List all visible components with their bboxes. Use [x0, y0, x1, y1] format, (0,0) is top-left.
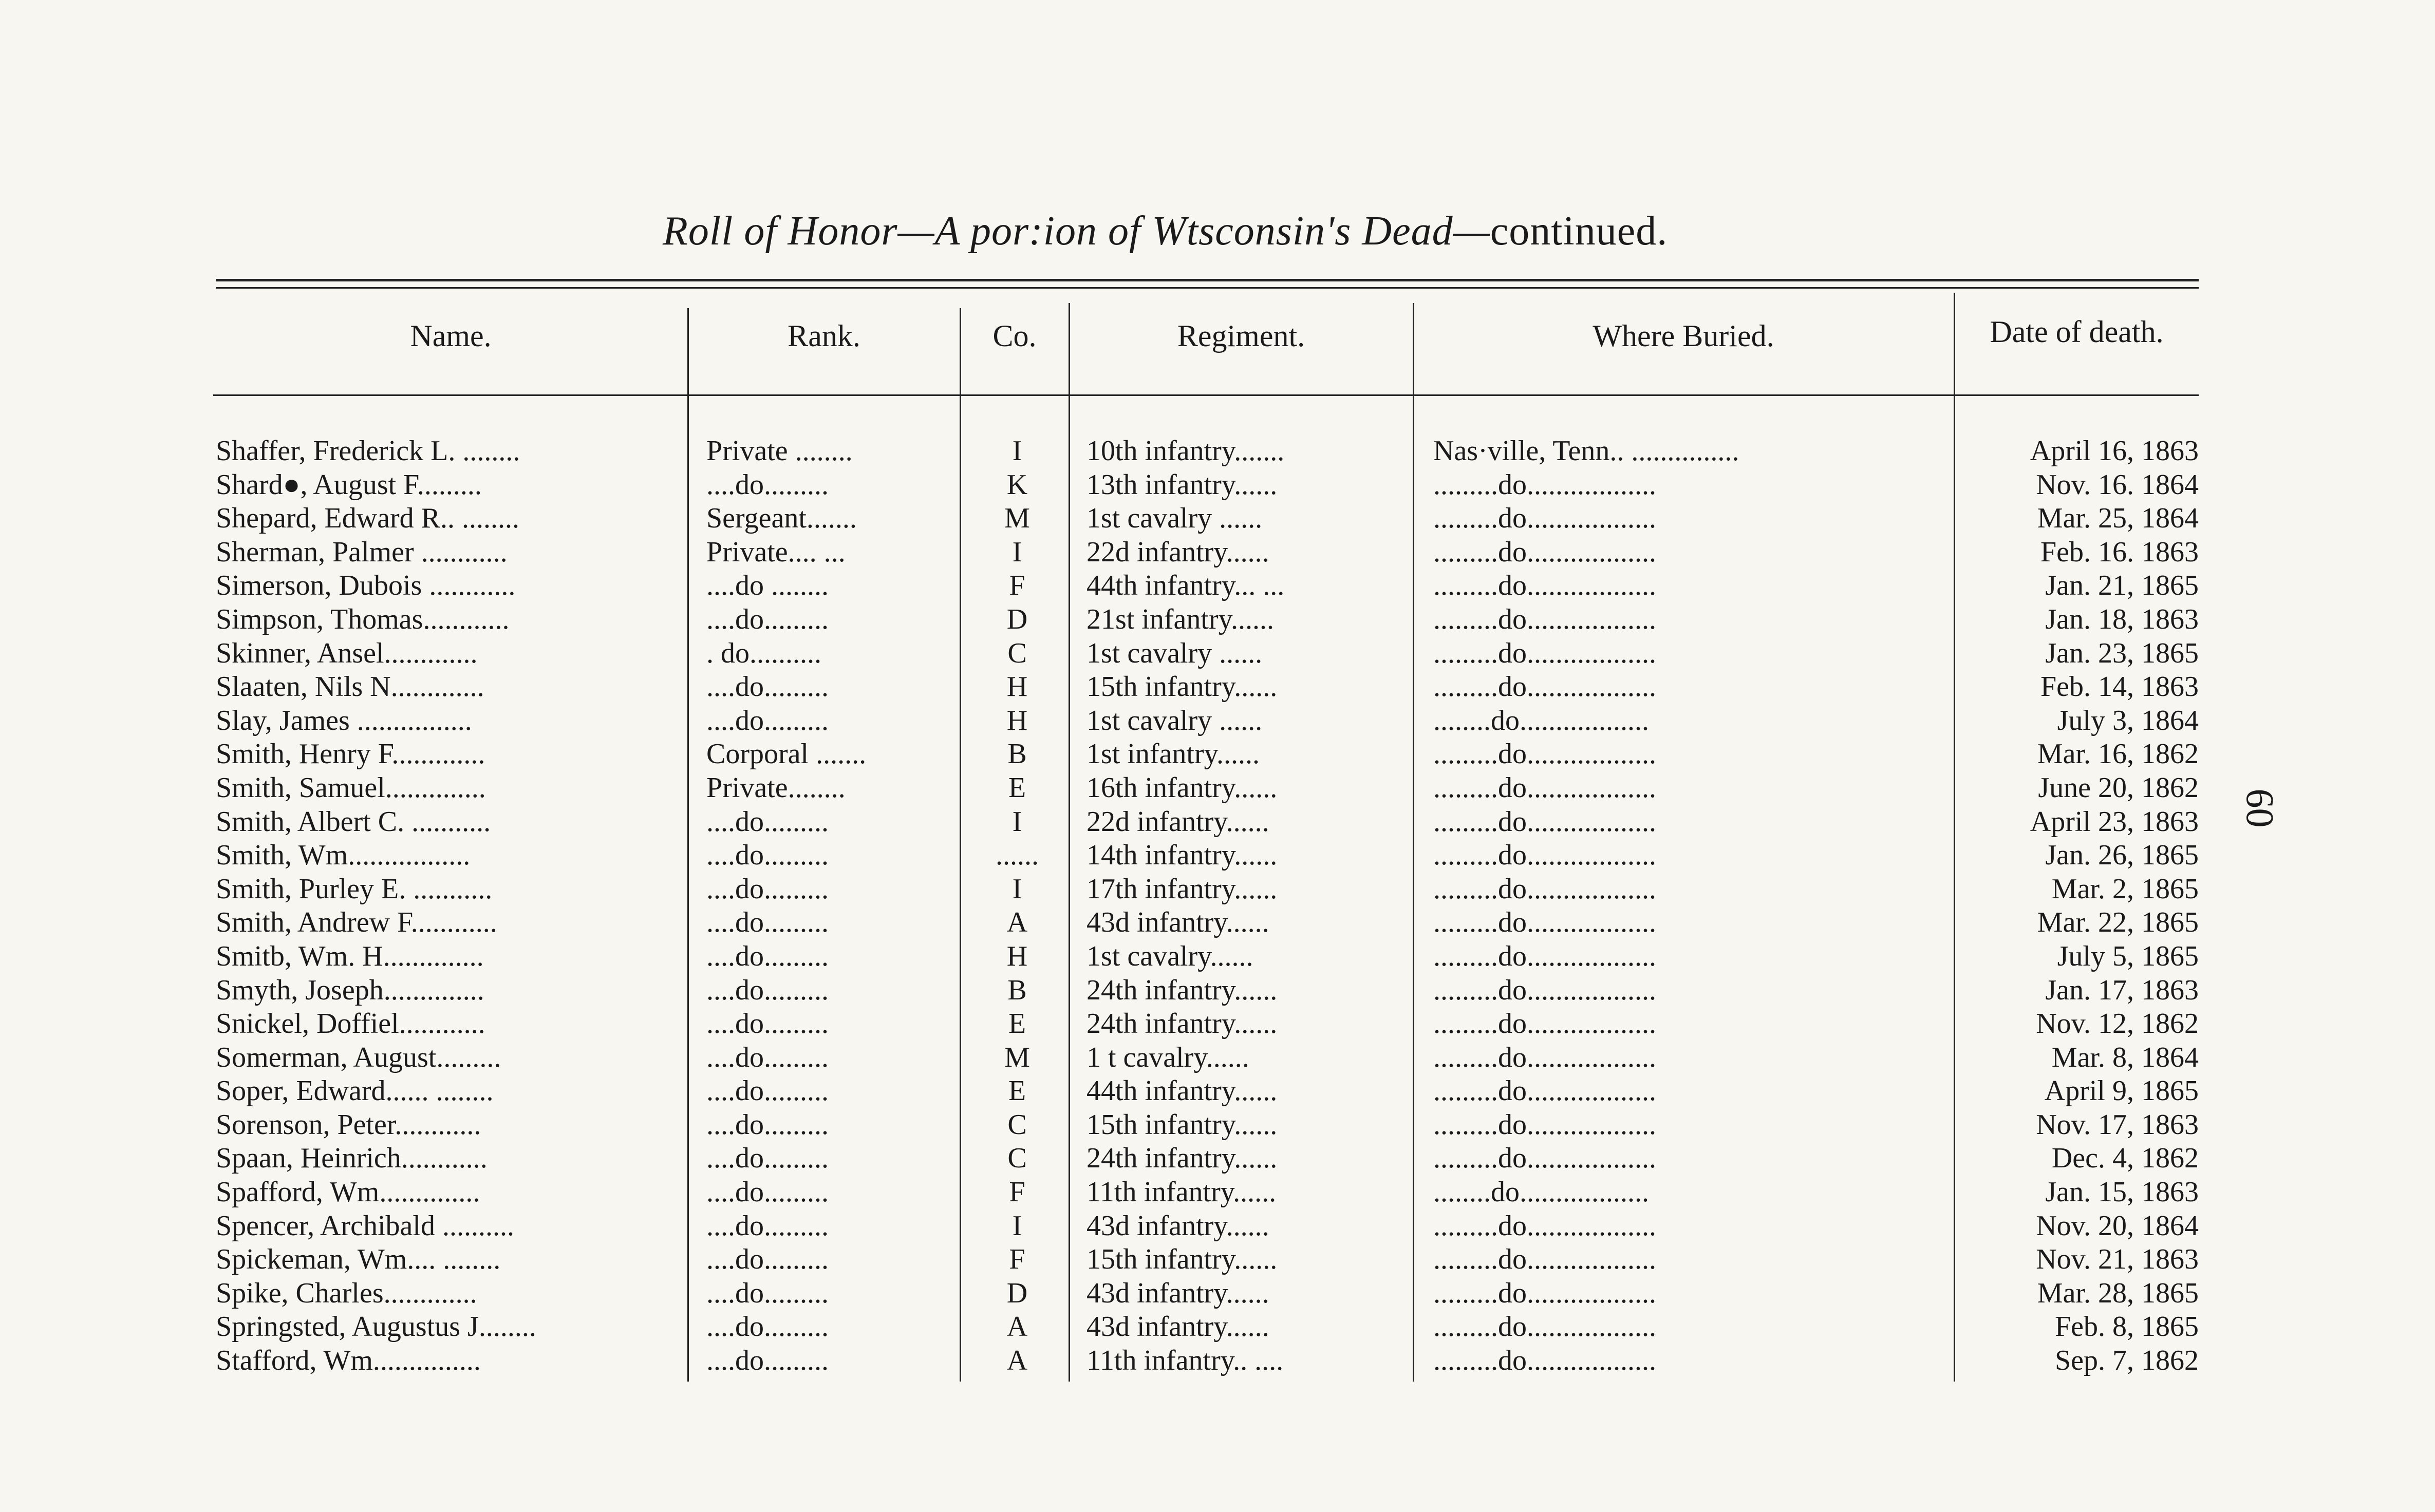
table-row	[0, 737, 2435, 771]
roll-table-body	[0, 434, 2435, 1377]
header-bottom-rule	[213, 394, 2199, 396]
rank-cell: Private.... ...	[706, 536, 846, 568]
company-cell: K	[1006, 468, 1028, 501]
regiment-cell: 10th infantry.......	[1087, 435, 1285, 467]
burial-place-cell: .........do..................	[1433, 1108, 1656, 1141]
header-rank: Rank.	[788, 319, 860, 353]
burial-place-cell: .........do..................	[1433, 603, 1656, 635]
date-of-death-cell: July 5, 1865	[2057, 940, 2199, 972]
title-continued: continued.	[1490, 209, 1668, 254]
burial-place-cell: .........do..................	[1433, 1041, 1656, 1073]
regiment-cell: 1st cavalry ......	[1087, 704, 1263, 736]
rank-cell: ....do.........	[706, 1008, 829, 1040]
burial-place-cell: .........do..................	[1433, 873, 1656, 905]
table-row	[0, 1310, 2435, 1344]
soldier-name: Spafford, Wm..............	[216, 1176, 480, 1208]
burial-place-cell: .........do..................	[1433, 1142, 1656, 1175]
date-of-death-cell: April 9, 1865	[2044, 1075, 2199, 1107]
table-row	[0, 434, 2435, 468]
table-row	[0, 1209, 2435, 1243]
date-of-death-cell: Mar. 16, 1862	[2037, 738, 2199, 770]
company-cell: I	[1012, 805, 1022, 838]
burial-place-cell: .........do..................	[1433, 536, 1656, 568]
burial-place-cell: .........do..................	[1433, 738, 1656, 770]
table-row	[0, 838, 2435, 872]
company-cell: A	[1006, 1311, 1028, 1343]
regiment-cell: 22d infantry......	[1087, 536, 1269, 568]
date-of-death-cell: Feb. 8, 1865	[2055, 1311, 2199, 1343]
rank-cell: ....do.........	[706, 1075, 829, 1107]
page-title	[663, 208, 1767, 255]
regiment-cell: 44th infantry......	[1087, 1075, 1278, 1107]
table-row	[0, 905, 2435, 939]
date-of-death-cell: Jan. 18, 1863	[2045, 603, 2199, 635]
soldier-name: Sherman, Palmer ............	[216, 536, 508, 568]
date-of-death-cell: Jan. 17, 1863	[2045, 974, 2199, 1006]
company-cell: E	[1008, 771, 1026, 804]
header-co: Co.	[992, 319, 1037, 353]
table-row	[0, 535, 2435, 569]
soldier-name: Spike, Charles.............	[216, 1277, 477, 1309]
rank-cell: ....do ........	[706, 570, 829, 602]
rank-cell: Private ........	[706, 435, 853, 467]
soldier-name: Somerman, August.........	[216, 1041, 501, 1073]
rank-cell: ....do.........	[706, 671, 829, 703]
table-row	[0, 771, 2435, 805]
table-row	[0, 1074, 2435, 1108]
table-row	[0, 1041, 2435, 1074]
regiment-cell: 11th infantry......	[1087, 1176, 1277, 1208]
company-cell: B	[1007, 974, 1027, 1006]
regiment-cell: 24th infantry......	[1087, 974, 1278, 1006]
soldier-name: Sorenson, Peter............	[216, 1108, 481, 1141]
company-cell: F	[1009, 1243, 1025, 1276]
rank-cell: ....do.........	[706, 805, 829, 838]
company-cell: C	[1007, 1142, 1027, 1175]
regiment-cell: 11th infantry.. ....	[1087, 1345, 1284, 1377]
company-cell: ......	[996, 839, 1039, 872]
date-of-death-cell: Mar. 22, 1865	[2037, 906, 2199, 939]
date-of-death-cell: July 3, 1864	[2057, 704, 2199, 736]
regiment-cell: 13th infantry......	[1087, 468, 1278, 501]
table-row	[0, 1007, 2435, 1041]
table-row	[0, 670, 2435, 704]
table-row	[0, 602, 2435, 636]
regiment-cell: 43d infantry......	[1087, 1209, 1269, 1242]
table-row	[0, 1108, 2435, 1142]
burial-place-cell: .........do..................	[1433, 839, 1656, 872]
rank-cell: ....do.........	[706, 873, 829, 905]
table-row	[0, 1175, 2435, 1209]
regiment-cell: 15th infantry......	[1087, 671, 1278, 703]
date-of-death-cell: Sep. 7, 1862	[2055, 1345, 2199, 1377]
date-of-death-cell: Mar. 2, 1865	[2051, 873, 2199, 905]
company-cell: F	[1009, 570, 1025, 602]
regiment-cell: 15th infantry......	[1087, 1108, 1278, 1141]
date-of-death-cell: Nov. 20, 1864	[2036, 1209, 2199, 1242]
rank-cell: ....do.........	[706, 1277, 829, 1309]
burial-place-cell: .........do..................	[1433, 637, 1656, 669]
burial-place-cell: .........do..................	[1433, 1243, 1656, 1276]
soldier-name: Skinner, Ansel.............	[216, 637, 478, 669]
burial-place-cell: .........do..................	[1433, 771, 1656, 804]
rank-cell: ....do.........	[706, 1345, 829, 1377]
top-double-rule-lower	[216, 287, 2199, 289]
table-row	[0, 939, 2435, 973]
soldier-name: Spaan, Heinrich............	[216, 1142, 488, 1175]
date-of-death-cell: Dec. 4, 1862	[2051, 1142, 2199, 1175]
table-row	[0, 1344, 2435, 1377]
table-row	[0, 468, 2435, 502]
header-regiment: Regiment.	[1177, 319, 1305, 353]
rank-cell: ....do.........	[706, 839, 829, 872]
soldier-name: Smith, Wm.................	[216, 839, 471, 872]
burial-place-cell: .........do..................	[1433, 502, 1656, 535]
soldier-name: Slaaten, Nils N.............	[216, 671, 484, 703]
rank-cell: ....do.........	[706, 940, 829, 972]
company-cell: I	[1012, 1209, 1022, 1242]
soldier-name: Stafford, Wm...............	[216, 1345, 481, 1377]
table-row	[0, 1276, 2435, 1310]
burial-place-cell: .........do..................	[1433, 1277, 1656, 1309]
burial-place-cell: .........do..................	[1433, 1345, 1656, 1377]
page-number: 60	[2238, 788, 2281, 828]
burial-place-cell: .........do..................	[1433, 974, 1656, 1006]
soldier-name: Shaffer, Frederick L. ........	[216, 435, 520, 467]
soldier-name: Simerson, Dubois ............	[216, 570, 516, 602]
burial-place-cell: .........do..................	[1433, 1075, 1656, 1107]
rank-cell: ....do.........	[706, 974, 829, 1006]
regiment-cell: 43d infantry......	[1087, 906, 1269, 939]
regiment-cell: 1st infantry......	[1087, 738, 1260, 770]
burial-place-cell: .........do..................	[1433, 940, 1656, 972]
date-of-death-cell: Feb. 14, 1863	[2040, 671, 2199, 703]
regiment-cell: 15th infantry......	[1087, 1243, 1278, 1276]
burial-place-cell: .........do..................	[1433, 906, 1656, 939]
soldier-name: Soper, Edward...... ........	[216, 1075, 494, 1107]
company-cell: I	[1012, 435, 1022, 467]
regiment-cell: 16th infantry......	[1087, 771, 1278, 804]
table-row	[0, 973, 2435, 1007]
rank-cell: Corporal .......	[706, 738, 867, 770]
regiment-cell: 22d infantry......	[1087, 805, 1269, 838]
date-of-death-cell: Mar. 28, 1865	[2037, 1277, 2199, 1309]
company-cell: E	[1008, 1008, 1026, 1040]
soldier-name: Snickel, Doffiel............	[216, 1008, 485, 1040]
date-of-death-cell: April 23, 1863	[2030, 805, 2199, 838]
company-cell: F	[1009, 1176, 1025, 1208]
rank-cell: ....do.........	[706, 603, 829, 635]
rank-cell: ....do.........	[706, 1108, 829, 1141]
rank-cell: ....do.........	[706, 1311, 829, 1343]
soldier-name: Smith, Purley E. ...........	[216, 873, 493, 905]
burial-place-cell: Nas·ville, Tenn.. ...............	[1433, 435, 1739, 467]
burial-place-cell: .........do..................	[1433, 671, 1656, 703]
date-of-death-cell: Mar. 8, 1864	[2051, 1041, 2199, 1073]
soldier-name: Simpson, Thomas............	[216, 603, 510, 635]
rank-cell: ....do.........	[706, 906, 829, 939]
regiment-cell: 24th infantry......	[1087, 1008, 1278, 1040]
rank-cell: . do..........	[706, 637, 821, 669]
rank-cell: ....do.........	[706, 1041, 829, 1073]
regiment-cell: 14th infantry......	[1087, 839, 1278, 872]
regiment-cell: 17th infantry......	[1087, 873, 1278, 905]
rank-cell: ....do.........	[706, 1243, 829, 1276]
company-cell: A	[1006, 906, 1028, 939]
burial-place-cell: ........do..................	[1433, 704, 1649, 736]
table-row	[0, 1242, 2435, 1276]
rank-cell: ....do.........	[706, 704, 829, 736]
rank-cell: ....do.........	[706, 1176, 829, 1208]
regiment-cell: 43d infantry......	[1087, 1311, 1269, 1343]
company-cell: D	[1006, 1277, 1028, 1309]
soldier-name: Shepard, Edward R.. ........	[216, 502, 520, 535]
soldier-name: Smyth, Joseph..............	[216, 974, 484, 1006]
soldier-name: Smitb, Wm. H..............	[216, 940, 484, 972]
date-of-death-cell: Jan. 15, 1863	[2045, 1176, 2199, 1208]
soldier-name: Slay, James ................	[216, 704, 472, 736]
regiment-cell: 1st cavalry ......	[1087, 502, 1263, 535]
company-cell: D	[1006, 603, 1028, 635]
top-double-rule	[216, 279, 2199, 281]
company-cell: I	[1012, 536, 1022, 568]
regiment-cell: 21st infantry......	[1087, 603, 1274, 635]
table-row	[0, 1141, 2435, 1175]
table-row	[0, 805, 2435, 839]
rank-cell: ....do.........	[706, 1142, 829, 1175]
date-of-death-cell: Jan. 21, 1865	[2045, 570, 2199, 602]
rank-cell: ....do.........	[706, 468, 829, 501]
rank-cell: Sergeant.......	[706, 502, 857, 535]
company-cell: H	[1006, 940, 1028, 972]
burial-place-cell: .........do..................	[1433, 1209, 1656, 1242]
company-cell: M	[1004, 1041, 1030, 1073]
soldier-name: Smith, Henry F.............	[216, 738, 485, 770]
regiment-cell: 1st cavalry ......	[1087, 637, 1263, 669]
regiment-cell: 44th infantry... ...	[1087, 570, 1285, 602]
header-date-of-death: Date of death.	[1990, 315, 2164, 349]
soldier-name: Smith, Albert C. ...........	[216, 805, 491, 838]
date-of-death-cell: April 16, 1863	[2030, 435, 2199, 467]
rank-cell: ....do.........	[706, 1209, 829, 1242]
company-cell: H	[1006, 671, 1028, 703]
company-cell: I	[1012, 873, 1022, 905]
company-cell: A	[1006, 1345, 1028, 1377]
rank-cell: Private........	[706, 771, 846, 804]
company-cell: C	[1007, 637, 1027, 669]
company-cell: B	[1007, 738, 1027, 770]
table-row	[0, 501, 2435, 535]
regiment-cell: 43d infantry......	[1087, 1277, 1269, 1309]
table-row	[0, 636, 2435, 670]
header-where-buried: Where Buried.	[1593, 319, 1774, 353]
header-name: Name.	[410, 319, 492, 353]
soldier-name: Smith, Andrew F............	[216, 906, 497, 939]
date-of-death-cell: Mar. 25, 1864	[2037, 502, 2199, 535]
company-cell: H	[1006, 704, 1028, 736]
company-cell: C	[1007, 1108, 1027, 1141]
burial-place-cell: .........do..................	[1433, 1008, 1656, 1040]
date-of-death-cell: Jan. 23, 1865	[2045, 637, 2199, 669]
date-of-death-cell: June 20, 1862	[2038, 771, 2199, 804]
burial-place-cell: .........do..................	[1433, 805, 1656, 838]
regiment-cell: 24th infantry......	[1087, 1142, 1278, 1175]
soldier-name: Spickeman, Wm.... ........	[216, 1243, 501, 1276]
date-of-death-cell: Feb. 16. 1863	[2040, 536, 2199, 568]
table-row	[0, 872, 2435, 906]
company-cell: M	[1004, 502, 1030, 535]
table-row	[0, 569, 2435, 602]
date-of-death-cell: Nov. 21, 1863	[2036, 1243, 2199, 1276]
title-italic: Roll of Honor—A por:ion of Wtsconsin's Dead—	[663, 209, 1490, 254]
soldier-name: Shard●, August F.........	[216, 468, 482, 501]
date-of-death-cell: Nov. 12, 1862	[2036, 1008, 2199, 1040]
burial-place-cell: ........do..................	[1433, 1176, 1649, 1208]
soldier-name: Spencer, Archibald ..........	[216, 1209, 514, 1242]
burial-place-cell: .........do..................	[1433, 468, 1656, 501]
soldier-name: Smith, Samuel..............	[216, 771, 486, 804]
soldier-name: Springsted, Augustus J........	[216, 1311, 536, 1343]
company-cell: E	[1008, 1075, 1026, 1107]
regiment-cell: 1st cavalry......	[1087, 940, 1253, 972]
date-of-death-cell: Jan. 26, 1865	[2045, 839, 2199, 872]
regiment-cell: 1 t cavalry......	[1087, 1041, 1249, 1073]
burial-place-cell: .........do..................	[1433, 570, 1656, 602]
date-of-death-cell: Nov. 16. 1864	[2036, 468, 2199, 501]
date-of-death-cell: Nov. 17, 1863	[2036, 1108, 2199, 1141]
table-row	[0, 704, 2435, 738]
burial-place-cell: .........do..................	[1433, 1311, 1656, 1343]
